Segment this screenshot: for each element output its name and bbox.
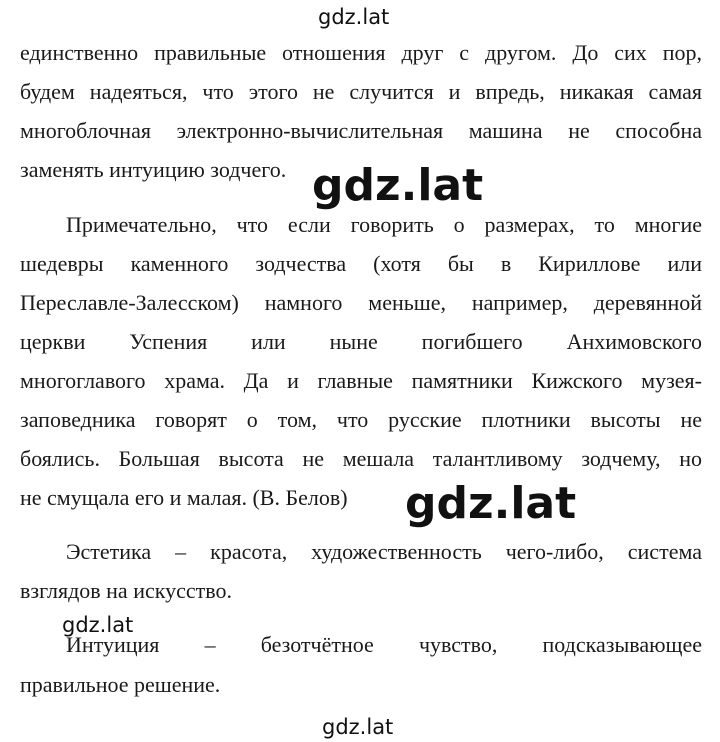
- watermark-bottom: gdz.lat: [322, 715, 394, 739]
- text-line: Примечательно, что если говорить о размерах, то многие: [66, 212, 702, 237]
- text-line: многоблочная электронно-вычислительная машина не способна: [20, 118, 702, 143]
- text-line: заменять интуицию зодчего.: [20, 157, 287, 182]
- watermark-middle: gdz.lat: [312, 160, 484, 211]
- text-line: заповедника говорят о том, что русские плотники высоты не: [20, 407, 702, 432]
- watermark-top: gdz.lat: [318, 5, 390, 29]
- watermark-left: gdz.lat: [62, 613, 134, 637]
- text-line: боялись. Большая высота не мешала талантливому зодчему, но: [20, 446, 702, 471]
- text-line: не смущала его и малая. (В. Белов): [20, 485, 348, 510]
- text-line: будем надеяться, что этого не случится и впредь, никакая самая: [20, 79, 702, 104]
- text-line: многоглавого храма. Да и главные памятники Кижского музея-: [20, 368, 702, 393]
- text-line: единственно правильные отношения друг с другом. До сих пор,: [20, 40, 702, 65]
- text-line: Переславле-Залесском) намного меньше, например, деревянной: [20, 290, 702, 315]
- text-line: церкви Успения или ныне погибшего Анхимовского: [20, 329, 702, 354]
- text-line: взглядов на искусство.: [20, 578, 232, 603]
- text-line: Эстетика – красота, художественность чего-либо, система: [66, 539, 702, 564]
- text-line: правильное решение.: [20, 672, 221, 697]
- text-line: шедевры каменного зодчества (хотя бы в Кириллове или: [20, 251, 702, 276]
- text-line: Интуиция – безотчётное чувство, подсказывающее: [66, 632, 702, 657]
- watermark-lower: gdz.lat: [405, 478, 577, 529]
